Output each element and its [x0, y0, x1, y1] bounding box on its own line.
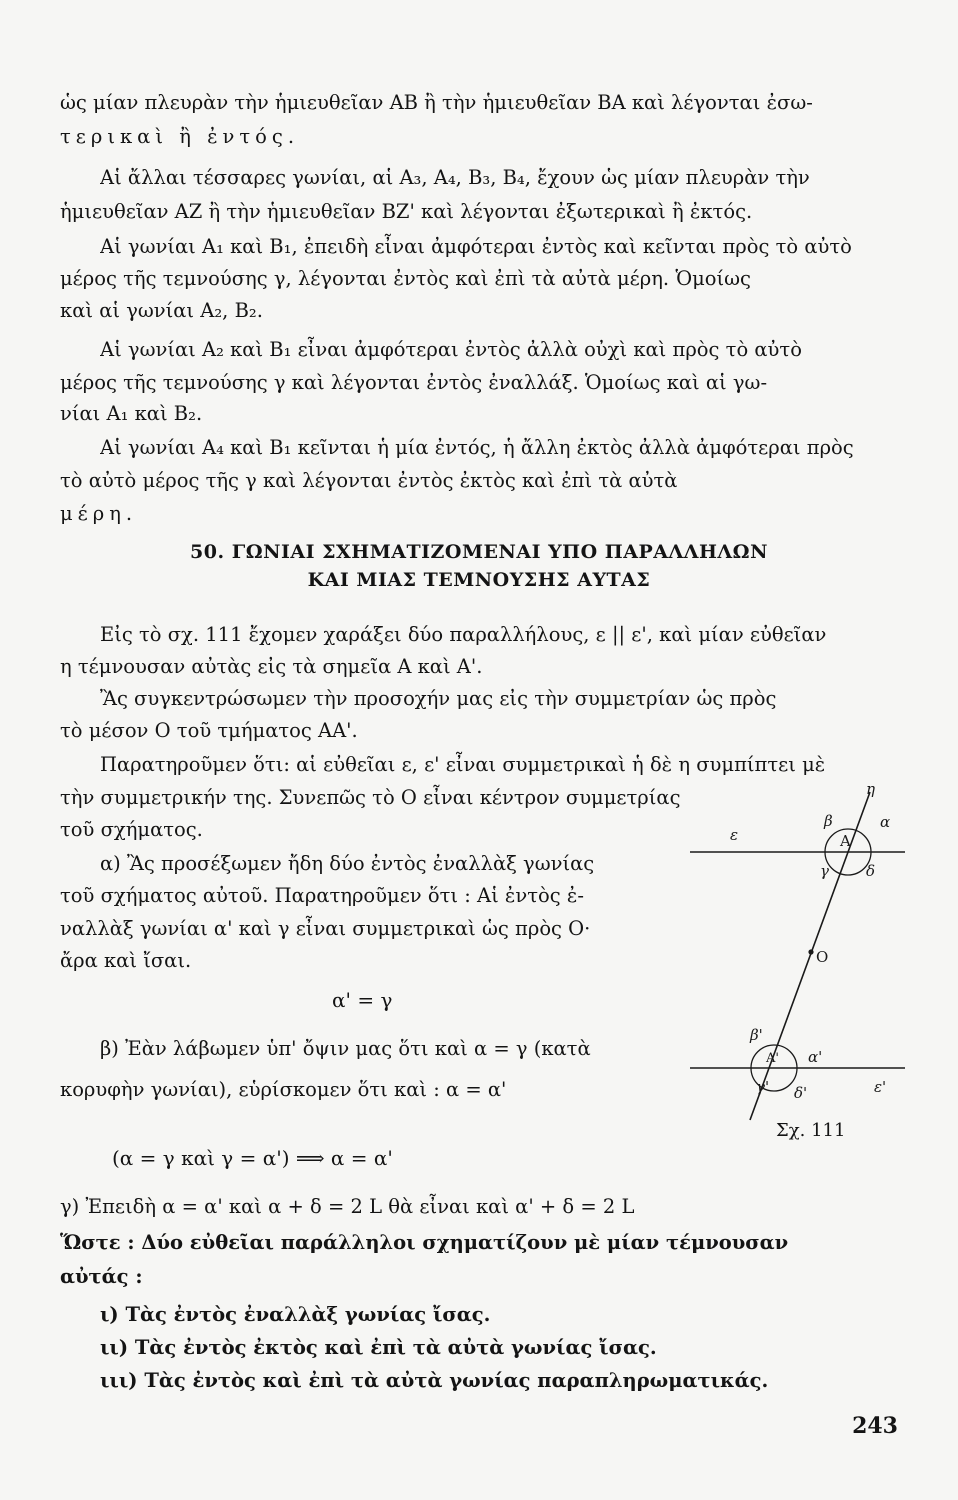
formula: α' = γ — [332, 988, 393, 1012]
text-line: μέρος τῆς τεμνούσης γ καὶ λέγονται ἐντὸς ἐναλλάξ. Ὁμοίως καὶ αἱ γω- — [60, 371, 768, 394]
text-line: Αἱ γωνίαι Α₁ καὶ Β₁, ἐπειδὴ εἶναι ἀμφότεραι ἐντὸς καὶ κεῖνται πρὸς τὸ αὐτὸ — [100, 235, 852, 258]
conclusion-line: αὐτάς : — [60, 1265, 143, 1288]
rule-item: ιι) Τὰς ἐντὸς ἐκτὸς καὶ ἐπὶ τὰ αὐτὰ γωνίας ἴσας. — [100, 1336, 657, 1359]
text-line: καὶ αἱ γωνίαι Α₂, Β₂. — [60, 299, 263, 322]
text-line: Αἱ γωνίαι Α₄ καὶ Β₁ κεῖνται ἡ μία ἐντός, ἡ ἄλλη ἐκτὸς ἀλλὰ ἀμφότεραι πρὸς — [100, 436, 854, 459]
section-title: 50. ΓΩΝΙΑΙ ΣΧΗΜΑΤΙΖΟΜΕΝΑΙ ΥΠΟ ΠΑΡΑΛΛΗΛΩΝ — [190, 541, 768, 563]
label-beta-prime: β' — [750, 1026, 763, 1044]
text-line: ναλλὰξ γωνίαι α' καὶ γ εἶναι συμμετρικαὶ ὡς πρὸς Ο· — [60, 917, 591, 940]
text-line: τὸ αὐτὸ μέρος τῆς γ καὶ λέγονται ἐντὸς ἐκτὸς καὶ ἐπὶ τὰ αὐτὰ — [60, 469, 678, 492]
text-line: Ἂς συγκεντρώσωμεν τὴν προσοχήν μας εἰς τὴν συμμετρίαν ὡς πρὸς — [100, 687, 777, 710]
conclusion-line: Ὥστε : Δύο εὐθεῖαι παράλληλοι σχηματίζουν μὲ μίαν τέμνουσαν — [60, 1231, 789, 1254]
label-beta: β — [824, 812, 833, 830]
label-epsilon-prime: ε' — [874, 1078, 887, 1096]
formula: (α = γ καὶ γ = α') ⟹ α = α' — [112, 1146, 393, 1170]
text-line: τοῦ σχήματος αὐτοῦ. Παρατηροῦμεν ὅτι : Αἱ ἐντὸς ἐ- — [60, 884, 584, 907]
text-line: τοῦ σχήματος. — [60, 818, 203, 841]
page-number: 243 — [852, 1413, 898, 1439]
label-epsilon: ε — [730, 826, 739, 844]
text-line: η τέμνουσαν αὐτὰς εἰς τὰ σημεῖα Α καὶ Α'. — [60, 655, 483, 678]
line-eta — [750, 792, 870, 1120]
label-A-prime: Α' — [766, 1051, 779, 1066]
label-delta: δ — [866, 862, 876, 880]
text-line: Αἱ γωνίαι Α₂ καὶ Β₁ εἶναι ἀμφότεραι ἐντὸς ἀλλὰ οὐχὶ καὶ πρὸς τὸ αὐτὸ — [100, 338, 802, 361]
label-A: Α — [840, 832, 851, 850]
text-line: ὡς μίαν πλευρὰν τὴν ἡμιευθεῖαν ΑΒ ἢ τὴν ἡμιευθεῖαν ΒΑ καὶ λέγονται ἐσω- — [60, 91, 813, 114]
figure-111 — [680, 780, 910, 1140]
label-alpha: α — [880, 813, 891, 831]
text-line: α) Ἂς προσέξωμεν ἤδη δύο ἐντὸς ἐναλλὰξ γωνίας — [100, 852, 595, 875]
label-gamma-prime: γ' — [756, 1078, 770, 1096]
text-line: κορυφὴν γωνίαι), εὑρίσκομεν ὅτι καὶ : α = α' — [60, 1078, 507, 1101]
text-line: τερικαὶ ἢ ἐντός. — [60, 125, 300, 148]
label-O: Ο — [816, 948, 829, 966]
text-line: μέρη. — [60, 502, 138, 525]
text-line: Εἰς τὸ σχ. 111 ἔχομεν χαράξει δύο παραλλήλους, ε || ε', καὶ μίαν εὐθεῖαν — [100, 623, 827, 646]
text-line: μέρος τῆς τεμνούσης γ, λέγονται ἐντὸς καὶ ἐπὶ τὰ αὐτὰ μέρη. Ὁμοίως — [60, 267, 751, 290]
figure-caption: Σχ. 111 — [776, 1120, 846, 1141]
point-O — [808, 949, 813, 954]
text-line: Παρατηροῦμεν ὅτι: αἱ εὐθεῖαι ε, ε' εἶναι συμμετρικαὶ ἡ δὲ η συμπίπτει μὲ — [100, 753, 826, 776]
label-delta-prime: δ' — [794, 1084, 808, 1102]
label-eta: η — [866, 780, 875, 798]
text-line: Αἱ ἄλλαι τέσσαρες γωνίαι, αἱ Α₃, Α₄, Β₃, Β₄, ἔχουν ὡς μίαν πλευρὰν τὴν — [100, 166, 810, 189]
rule-item: ιιι) Τὰς ἐντὸς καὶ ἐπὶ τὰ αὐτὰ γωνίας παραπληρωματικάς. — [100, 1369, 769, 1392]
label-gamma: γ — [820, 862, 829, 880]
text-line: β) Ἐὰν λάβωμεν ὑπ' ὄψιν μας ὅτι καὶ α = γ (κατὰ — [100, 1037, 591, 1060]
section-subtitle: ΚΑΙ ΜΙΑΣ ΤΕΜΝΟΥΣΗΣ ΑΥΤΑΣ — [307, 569, 651, 591]
text-line: ἡμιευθεῖαν ΑΖ ἢ τὴν ἡμιευθεῖαν ΒΖ' καὶ λέγονται ἐξωτερικαὶ ἢ ἐκτός. — [60, 200, 753, 223]
text-line: ἄρα καὶ ἴσαι. — [60, 949, 192, 972]
text-line: νίαι Α₁ καὶ Β₂. — [60, 402, 203, 425]
text-line: τὴν συμμετρικήν της. Συνεπῶς τὸ Ο εἶναι κέντρον συμμετρίας — [60, 786, 681, 809]
rule-item: ι) Τὰς ἐντὸς ἐναλλὰξ γωνίας ἴσας. — [100, 1303, 491, 1326]
text-line: τὸ μέσον Ο τοῦ τμήματος ΑΑ'. — [60, 719, 358, 742]
text-line: γ) Ἐπειδὴ α = α' καὶ α + δ = 2 L θὰ εἶναι καὶ α' + δ = 2 L — [60, 1195, 635, 1218]
label-alpha-prime: α' — [808, 1048, 823, 1066]
